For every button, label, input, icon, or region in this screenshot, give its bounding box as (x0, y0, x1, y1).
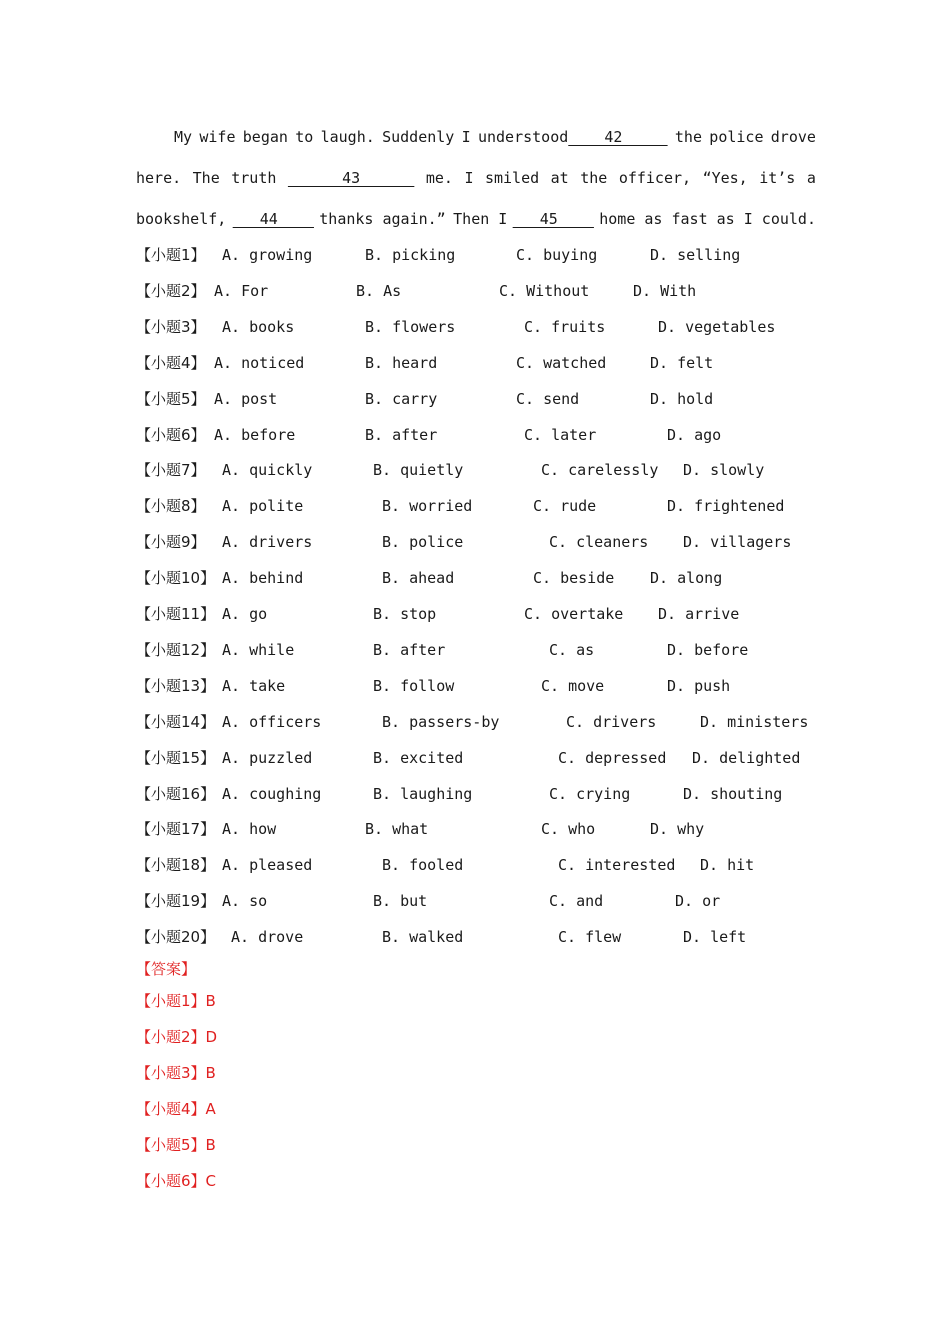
answer-number: 【小题4】 (136, 1100, 206, 1118)
word: My (174, 128, 193, 146)
option-d: D. arrive (658, 605, 740, 623)
option-c: C. later (524, 425, 597, 444)
word: I (464, 169, 474, 187)
option-a: A. noticed (214, 353, 305, 372)
option-b: B. after (373, 640, 446, 659)
question-row (136, 854, 816, 876)
question-row (136, 567, 816, 589)
answer-number: 【小题6】 (136, 1172, 206, 1190)
word: laugh. (320, 128, 375, 146)
option-b: B. picking (365, 246, 456, 264)
question-row (136, 244, 816, 266)
answer-row (136, 1062, 216, 1084)
option-c: C. as (549, 640, 595, 659)
option-b: B. heard (365, 353, 438, 372)
word: drove (770, 128, 816, 146)
question-row (136, 711, 816, 733)
question-row (136, 531, 816, 553)
question-row (136, 747, 816, 769)
word: Suddenly (382, 128, 455, 146)
passage-line-1 (136, 126, 816, 148)
answer-value: C (205, 1172, 217, 1190)
option-d: D. left (683, 928, 747, 947)
word: bookshelf, (136, 210, 227, 228)
option-b: B. walked (382, 928, 464, 947)
word: here. (136, 169, 182, 187)
option-d: D. slowly (683, 461, 765, 480)
option-a: A. officers (222, 712, 322, 731)
question-row (136, 316, 816, 338)
option-b: B. fooled (382, 856, 464, 875)
option-a: A. so (222, 892, 268, 911)
word: officer, (618, 169, 692, 187)
option-c: C. Without (499, 281, 590, 300)
blank-43: 43 (287, 169, 415, 187)
answer-heading: 【答案】 (136, 960, 197, 978)
option-d: D. delighted (692, 748, 801, 767)
option-c: C. interested (558, 856, 676, 875)
question-number: 【小题17】 (136, 820, 216, 839)
passage-line-2 (136, 167, 816, 189)
option-c: C. cleaners (549, 533, 649, 552)
option-c: C. beside (533, 569, 615, 588)
option-b: B. flowers (365, 317, 456, 336)
option-a: A. before (214, 425, 296, 444)
option-a: A. For (214, 281, 269, 300)
word-with-blank (478, 126, 668, 148)
blank-44: 44 (232, 210, 314, 228)
option-c: C. carelessly (541, 461, 659, 480)
option-d: D. or (675, 892, 721, 911)
question-row (136, 783, 816, 805)
answer-row (136, 1026, 217, 1048)
question-number: 【小题9】 (136, 533, 206, 552)
question-number: 【小题16】 (136, 784, 216, 803)
option-a: A. while (222, 640, 295, 659)
question-number: 【小题3】 (136, 317, 206, 336)
option-b: B. worried (382, 497, 473, 516)
option-a: A. puzzled (222, 748, 313, 767)
answer-number: 【小题2】 (136, 1028, 206, 1046)
question-number: 【小题1】 (136, 246, 206, 264)
passage-line-3 (136, 208, 816, 230)
question-number: 【小题20】 (136, 928, 216, 947)
option-a: A. coughing (222, 784, 322, 803)
word: smiled (484, 169, 540, 187)
question-row (136, 675, 816, 697)
question-row (136, 388, 816, 410)
answer-row (136, 1134, 216, 1156)
option-c: C. and (549, 892, 604, 911)
text-segment: Then I (453, 210, 508, 228)
option-b: B. police (382, 533, 464, 552)
word: at (550, 169, 569, 187)
option-b: B. carry (365, 389, 438, 408)
question-row (136, 352, 816, 374)
word: a (806, 169, 816, 187)
word: truth (231, 169, 277, 187)
option-d: D. shouting (683, 784, 783, 803)
option-b: B. after (365, 425, 438, 444)
option-d: D. hit (700, 856, 755, 875)
answer-number: 【小题1】 (136, 992, 206, 1010)
question-row (136, 639, 816, 661)
option-c: C. rude (533, 497, 597, 516)
word: to (295, 128, 314, 146)
option-a: A. drove (231, 928, 304, 947)
option-c: C. drivers (566, 712, 657, 731)
option-d: D. push (667, 676, 731, 695)
option-d: D. villagers (683, 533, 792, 552)
option-c: C. depressed (558, 748, 667, 767)
option-d: D. before (667, 640, 749, 659)
option-a: A. books (222, 317, 295, 336)
option-a: A. take (222, 676, 286, 695)
option-b: B. ahead (382, 569, 455, 588)
question-row (136, 926, 816, 948)
word: it’s (759, 169, 796, 187)
answer-row (136, 1098, 216, 1120)
word: began (242, 128, 288, 146)
question-number: 【小题4】 (136, 353, 206, 372)
answer-value: B (205, 1064, 216, 1082)
question-row (136, 459, 816, 481)
option-c: C. overtake (524, 605, 624, 623)
question-row (136, 603, 816, 625)
option-c: C. flew (558, 928, 622, 947)
option-b: B. stop (373, 605, 437, 623)
option-c: C. fruits (524, 317, 606, 336)
question-number: 【小题6】 (136, 425, 206, 444)
word: I (461, 128, 471, 146)
question-number: 【小题5】 (136, 389, 206, 408)
option-b: B. follow (373, 676, 455, 695)
word: the (674, 128, 702, 146)
option-c: C. who (541, 820, 596, 839)
option-a: A. polite (222, 497, 304, 516)
option-d: D. why (650, 820, 705, 839)
word: The (192, 169, 220, 187)
option-a: A. behind (222, 569, 304, 588)
option-d: D. hold (650, 389, 714, 408)
question-number: 【小题12】 (136, 640, 216, 659)
question-number: 【小题11】 (136, 605, 216, 623)
answer-value: B (205, 992, 216, 1010)
option-a: A. go (222, 605, 268, 623)
word: the (580, 169, 608, 187)
answer-value: B (205, 1136, 216, 1154)
option-a: A. growing (222, 246, 313, 264)
text-segment: thanks again.” (319, 210, 446, 228)
word: me. (425, 169, 453, 187)
question-number: 【小题13】 (136, 676, 216, 695)
option-d: D. selling (650, 246, 741, 264)
word: “Yes, (702, 169, 748, 187)
option-b: B. but (373, 892, 428, 911)
option-c: C. send (516, 389, 580, 408)
question-row (136, 495, 816, 517)
question-row (136, 424, 816, 446)
word: police (709, 128, 764, 146)
word: wife (199, 128, 236, 146)
option-b: B. passers-by (382, 712, 500, 731)
question-number: 【小题7】 (136, 461, 206, 480)
option-d: D. along (650, 569, 723, 588)
question-number: 【小题18】 (136, 856, 216, 875)
question-row (136, 818, 816, 840)
answer-value: A (205, 1100, 216, 1118)
answer-number: 【小题5】 (136, 1136, 206, 1154)
option-c: C. move (541, 676, 605, 695)
answer-row (136, 990, 216, 1012)
question-number: 【小题14】 (136, 712, 216, 731)
question-row (136, 280, 816, 302)
option-c: C. watched (516, 353, 607, 372)
option-c: C. buying (516, 246, 598, 264)
option-d: D. frightened (667, 497, 785, 516)
option-d: D. felt (650, 353, 714, 372)
question-row (136, 890, 816, 912)
question-number: 【小题8】 (136, 497, 206, 516)
answer-number: 【小题3】 (136, 1064, 206, 1082)
option-a: A. post (214, 389, 278, 408)
question-number: 【小题19】 (136, 892, 216, 911)
word: understood (477, 128, 569, 146)
question-number: 【小题10】 (136, 569, 216, 588)
answer-row (136, 1170, 216, 1192)
text-segment: home as fast as I could. (599, 210, 816, 228)
question-number: 【小题15】 (136, 748, 216, 767)
option-b: B. As (356, 281, 402, 300)
blank-45: 45 (512, 210, 594, 228)
option-b: B. what (365, 820, 429, 839)
blank-42: 42 (568, 128, 668, 146)
option-a: A. how (222, 820, 277, 839)
option-c: C. crying (549, 784, 631, 803)
option-b: B. quietly (373, 461, 464, 480)
option-d: D. ministers (700, 712, 809, 731)
question-number: 【小题2】 (136, 281, 206, 300)
option-a: A. drivers (222, 533, 313, 552)
answer-value: D (205, 1028, 218, 1046)
option-b: B. laughing (373, 784, 473, 803)
option-a: A. pleased (222, 856, 313, 875)
option-d: D. ago (667, 425, 722, 444)
option-b: B. excited (373, 748, 464, 767)
option-d: D. With (633, 281, 697, 300)
option-a: A. quickly (222, 461, 313, 480)
option-d: D. vegetables (658, 317, 776, 336)
